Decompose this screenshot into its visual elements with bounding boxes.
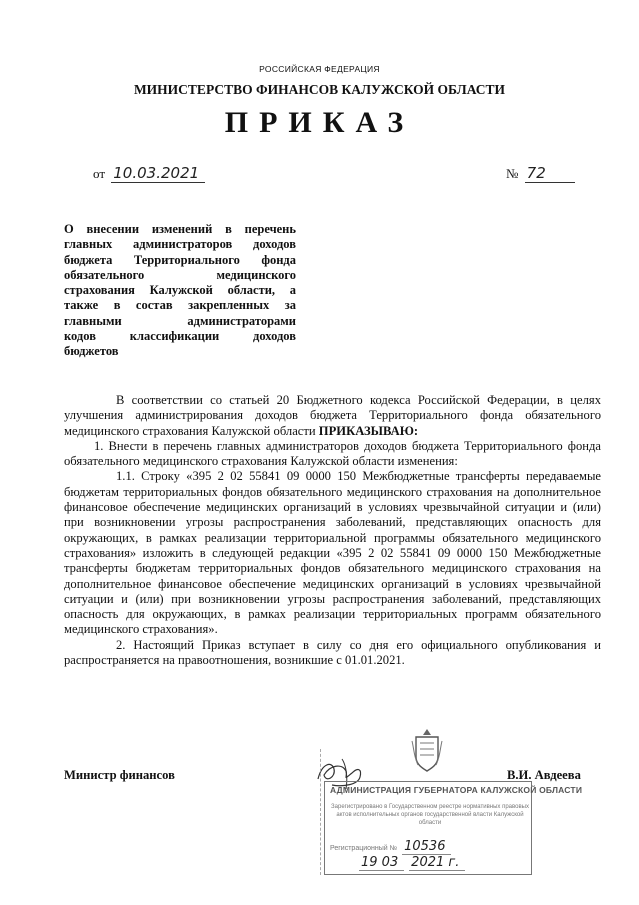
order-word: ПРИКАЗЫВАЮ: [318,423,419,438]
subject-line: обязательного медицинского [64,267,296,282]
paragraph-item-1-1: 1.1. Строку «395 2 02 55841 09 0000 150 Межбюджетные трансферты передаваемые бюджетам территориальных фондов обязательного медицинского страхования на дополнительное финансовое обеспечение медицинских организаций в условиях чрезвычайной ситуации и (или) при возникновении угрозы распространения заболеваний, представляющих опасность для окружающих, в рамках реализации территориальной программы обязательного медицинского страхования» изложить в следующей редакции «395 2 02 55841 09 0000 150 Межбюджетные трансферты бюджетам территориальных фондов обязательного медицинского страхования на дополнительное финансовое обеспечение медицинских организаций в условиях чрезвычайной ситуации и (или) при возникновении угрозы распространения заболеваний, представляющих опасность для окружающих, в рамках реализации территориальных программ обязательного медицинского страхования». [64,469,601,637]
country-header: РОССИЙСКАЯ ФЕДЕРАЦИЯ [259,64,380,74]
document-date: 10.03.2021 [111,164,205,183]
date-row [93,164,205,183]
preamble-text: В соответствии со статьей 20 Бюджетного кодекса Российской Федерации, в целях улучшения администрирования доходов бюджета Территориального фонда обязательного медицинского страхования Калужской области [64,393,601,438]
subject-block [64,222,296,360]
stamp-reg-row [330,839,451,855]
stamp-title: АДМИНИСТРАЦИЯ ГУБЕРНАТОРА КАЛУЖСКОЙ ОБЛАСТИ [330,785,583,795]
stamp-reg-number: 10536 [402,839,451,855]
stamp-dashed-line [320,749,322,875]
stamp-date-row [356,855,465,871]
subject-line: страхования Калужской области, а [64,283,296,298]
paragraph-preamble [64,393,601,439]
document-number: 72 [525,164,575,183]
stamp-text: Зарегистрировано в Государственном реестре нормативных правовых актов исполнительных органов государственной власти Калужской области [331,804,529,826]
subject-line: бюджетов [64,344,119,359]
subject-line: О внесении изменений в перечень [64,222,296,236]
document-type-title: ПРИКАЗ [224,106,415,139]
signer-position: Министр финансов [64,768,175,782]
subject-line: кодов классификации доходов [64,329,296,344]
subject-line: главными администраторами [64,313,296,328]
paragraph-item-2: 2. Настоящий Приказ вступает в силу со дня его официального опубликования и распространяется на правоотношения, возникшие с 01.01.2021. [64,637,601,668]
stamp-reg-label: Регистрационный № [330,845,398,852]
subject-line: бюджета Территориального фонда [64,252,296,267]
document-body [64,393,601,668]
stamp-reg-date: 19 03 [359,855,404,871]
ministry-header: МИНИСТЕРСТВО ФИНАНСОВ КАЛУЖСКОЙ ОБЛАСТИ [133,82,506,97]
stamp-reg-year: 2021 г. [409,855,465,871]
coat-of-arms-icon [410,727,444,773]
number-row [506,164,575,183]
paragraph-item-1: 1. Внести в перечень главных администраторов доходов бюджета Территориального фонда обязательного медицинского страхования Калужской области изменения: [64,438,601,469]
signer-name: В.И. Авдеева [507,768,581,782]
subject-line: также в состав закрепленных за [64,298,296,313]
date-prefix: от [93,166,106,181]
number-prefix: № [506,166,519,181]
subject-line: главных администраторов доходов [64,237,296,252]
